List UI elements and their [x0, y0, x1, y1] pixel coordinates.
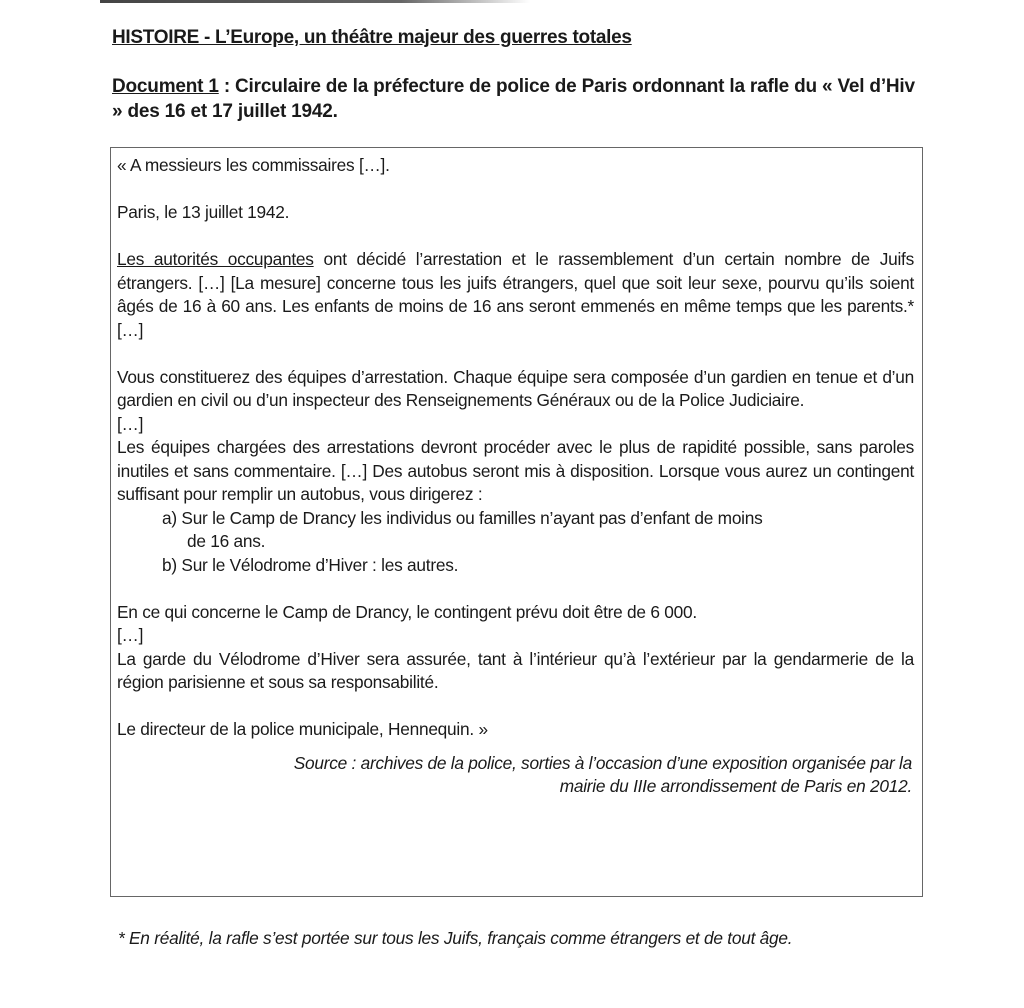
- source-line-1: Source : archives de la police, sorties à l’occasion d’une exposition organisée par la: [293, 752, 912, 773]
- top-rule: [100, 0, 530, 3]
- ellipsis-1: […]: [117, 413, 144, 434]
- document-title-text: : Circulaire de la préfecture de police de Paris ordonnant la rafle du « Vel d’Hiv » des 16 et 17 juillet 1942.: [112, 76, 915, 122]
- signature: Le directeur de la police municipale, Hennequin. »: [117, 719, 488, 739]
- source-citation: [117, 752, 914, 799]
- paragraph-3: Les équipes chargées des arrestations devront procéder avec le plus de rapidité possible, sans paroles inutiles et sans commentaire. […] Des autobus seront mis à disposition. Lorsque vous aurez un contingent suffisant pour remplir un autobus, vous dirigerez :: [117, 437, 914, 504]
- paragraph-2: Vous constituerez des équipes d’arrestation. Chaque équipe sera composée d’un gardien en tenue et d’un gardien en civil ou d’un inspecteur des Renseignements Généraux ou de la Police Judiciaire.: [117, 366, 914, 410]
- circular-text: [117, 154, 914, 799]
- document-box: [110, 147, 923, 897]
- list-item-b: b) Sur le Vélodrome d’Hiver : les autres.: [162, 554, 459, 575]
- paragraph-1-text: ont décidé l’arrestation et le rassemblement d’un certain nombre de Juifs étrangers. […] [La mesure] concerne tous les juifs étrangers, quel que soit leur sexe, pourvu qu’ils soient âgés de 16 à 60 ans. Les enfants de moins de 16 ans seront emmenés en même temps que les parents.* […]: [117, 249, 914, 340]
- document-label: Document 1: [112, 76, 219, 97]
- ellipsis-2: […]: [117, 625, 144, 645]
- footnote: * En réalité, la rafle s’est portée sur tous les Juifs, français comme étrangers et de tout âge.: [118, 928, 793, 948]
- list-item-a-continuation: de 16 ans.: [187, 531, 266, 551]
- section-heading: HISTOIRE - L’Europe, un théâtre majeur des guerres totales: [112, 27, 632, 48]
- paragraph-1: [117, 248, 914, 342]
- date-line: Paris, le 13 juillet 1942.: [117, 202, 290, 222]
- paragraph-4: En ce qui concerne le Camp de Drancy, le contingent prévu doit être de 6 000.: [117, 601, 697, 622]
- salutation: « A messieurs les commissaires […].: [117, 155, 390, 175]
- underlined-phrase: Les autorités occupantes: [117, 249, 314, 269]
- paragraph-5: La garde du Vélodrome d’Hiver sera assurée, tant à l’intérieur qu’à l’extérieur par la gendarmerie de la région parisienne et sous sa responsabilité.: [117, 648, 914, 692]
- list-item-a: a) Sur le Camp de Drancy les individus ou familles n’ayant pas d’enfant de moins: [162, 507, 763, 528]
- document-title: [112, 74, 924, 124]
- source-line-2: mairie du IIIe arrondissement de Paris en 2012.: [559, 776, 912, 796]
